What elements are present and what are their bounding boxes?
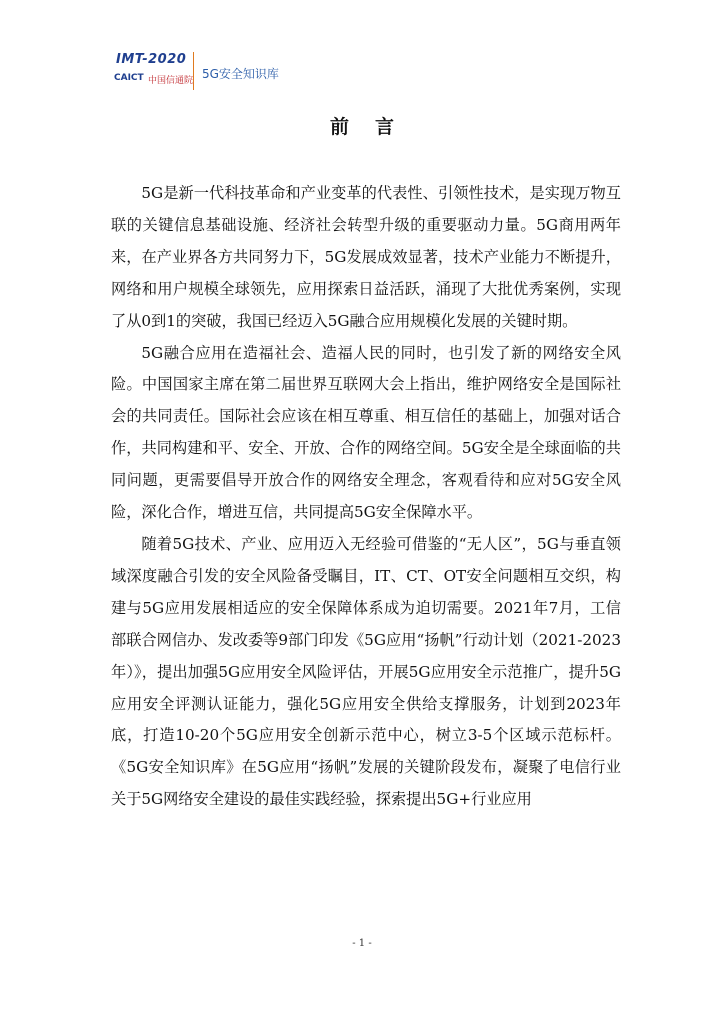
page-heading: 前言: [329, 116, 420, 138]
header-title: 5G安全知识库: [202, 67, 279, 81]
document-body: [111, 178, 621, 816]
logo-event-text: IMT-2020: [116, 52, 187, 67]
logo-org-en: CAICT: [114, 73, 144, 83]
paragraph-3: 随着5G技术、产业、应用迈入无经验可借鉴的“无人区”，5G与垂直领域深度融合引发的安全风险备受瞩目，IT、CT、OT安全问题相互交织，构建与5G应用发展相适应的安全保障体系成为迫切需要。2021年7月，工信部联合网信办、发改委等9部门印发《5G应用“扬帆”行动计划（2021-2023年）》，提出加强5G应用安全风险评估，开展5G应用安全示范推广，提升5G应用安全评测认证能力，强化5G应用安全供给支撑服务，计划到2023年底，打造10-20个5G应用安全创新示范中心，树立3-5个区域示范标杆。《5G安全知识库》在5G应用“扬帆”发展的关键阶段发布，凝聚了电信行业关于5G网络安全建设的最佳实践经验，探索提出5G+行业应用: [111, 534, 621, 809]
paragraph-2: 5G融合应用在造福社会、造福人民的同时，也引发了新的网络安全风险。中国国家主席在第二届世界互联网大会上指出，维护网络安全是国际社会的共同责任。国际社会应该在相互尊重、相互信任的基础上，加强对话合作，共同构建和平、安全、开放、合作的网络空间。5G安全是全球面临的共同问题，更需要倡导开放合作的网络安全理念，客观看待和应对5G安全风险，深化合作，增进互信，共同提高5G安全保障水平。: [111, 343, 621, 522]
logo-org-cn: 中国信通院: [148, 76, 194, 86]
imt-caict-logo: [110, 48, 194, 94]
paragraph-1: 5G是新一代科技革命和产业变革的代表性、引领性技术，是实现万物互联的关键信息基础设施、经济社会转型升级的重要驱动力量。5G商用两年来，在产业界各方共同努力下，5G发展成效显著，技术产业能力不断提升，网络和用户规模全球领先，应用探索日益活跃，涌现了大批优秀案例，实现了从0到1的突破，我国已经迈入5G融合应用规模化发展的关键时期。: [111, 184, 621, 330]
page-header: [110, 48, 410, 94]
header-divider: [193, 52, 194, 90]
page-number: - 1 -: [352, 938, 372, 949]
